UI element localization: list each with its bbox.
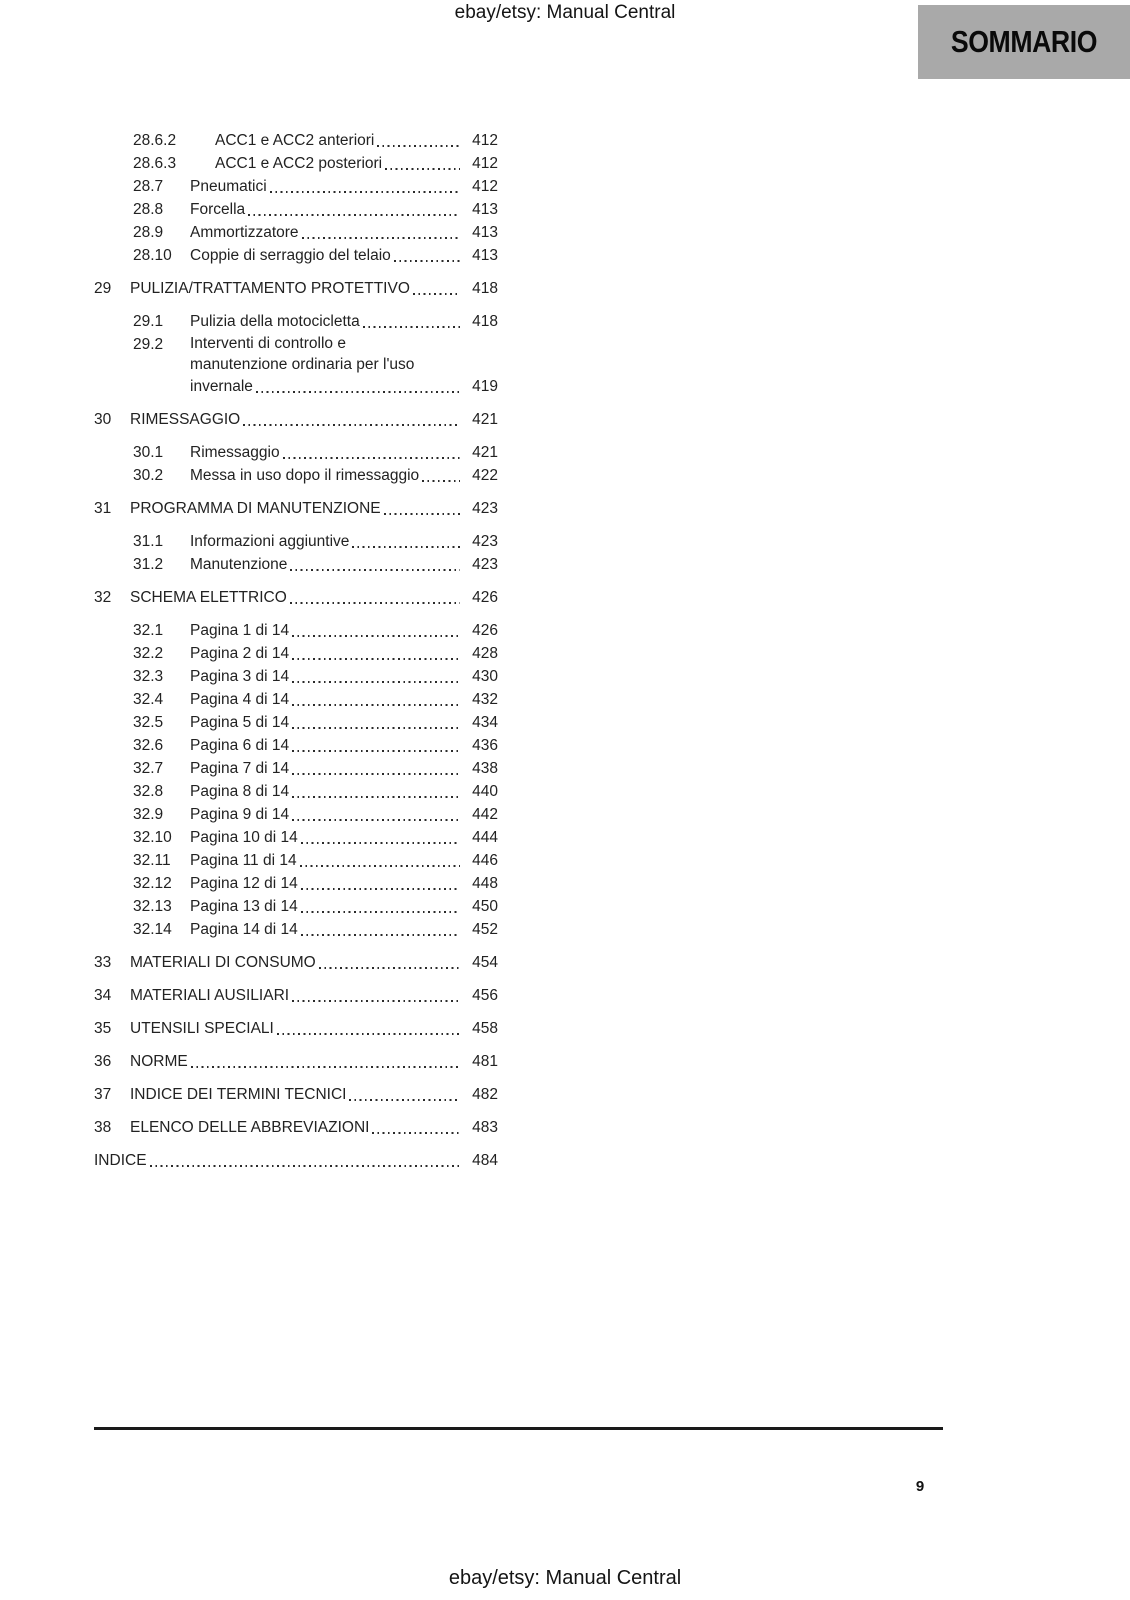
toc-entry-page: 412 [472,178,498,195]
dot-leader [385,168,460,170]
toc-entry-number: 32.10 [133,829,172,846]
dot-leader [319,967,460,969]
toc-entry-body [190,780,498,803]
toc-entry-line [215,129,498,152]
toc-entry-line [190,221,498,244]
footer-title: ebay/etsy: Manual Central [448,1567,682,1589]
toc-entry-title: Ammortizzatore [190,224,299,241]
toc-entry-number: 32.7 [133,760,164,777]
toc-entry [94,780,498,803]
toc-entry-page: 426 [472,589,498,606]
toc-entry-body [190,826,498,849]
toc-entry [94,333,498,398]
dot-leader [301,842,460,844]
dot-leader [302,237,460,239]
toc-entry-line [130,1116,498,1139]
dot-leader [372,1132,460,1134]
toc-entry-page: 482 [472,1086,498,1103]
toc-entry-title: Pagina 5 di 14 [190,714,290,731]
toc-entry [94,619,498,642]
toc-entry-title: NORME [130,1053,188,1070]
toc-entry-line [190,642,498,665]
toc-entry-line [94,1149,498,1172]
toc-entry-body [190,619,498,642]
toc-entry-number: 28.9 [133,224,164,241]
toc-entry [94,152,498,175]
dot-leader [300,865,460,867]
toc-entry-page: 412 [472,155,498,172]
toc-entry [94,872,498,895]
toc-entry-body [215,129,498,152]
toc-entry-page: 442 [472,806,498,823]
toc-entry-page: 422 [472,467,498,484]
toc-entry-title: Pagina 13 di 14 [190,898,298,915]
toc-entry-number: 32 [94,589,112,606]
toc-entry-number: 30.1 [133,444,164,461]
toc-entry-number: 35 [94,1020,112,1037]
toc-entry-page: 452 [472,921,498,938]
toc-entry [94,198,498,221]
toc-entry-page: 432 [472,691,498,708]
toc-entry-page: 456 [472,987,498,1004]
toc-entry-number: 30 [94,411,112,428]
toc-entry-number: 32.14 [133,921,172,938]
toc-entry-page: 458 [472,1020,498,1037]
toc-entry-page: 421 [472,444,498,461]
dot-leader [292,773,460,775]
toc-entry-page: 413 [472,247,498,264]
toc-entry-title: Pagina 10 di 14 [190,829,298,846]
toc-entry-number: 31 [94,500,112,517]
toc-entry [94,586,498,609]
toc-entry-line [130,277,498,300]
toc-entry [94,984,498,1007]
toc-entry-body [130,586,498,609]
footer-rule [94,1427,943,1430]
dot-leader [290,569,460,571]
toc-entry [94,129,498,152]
toc-entry [94,553,498,576]
toc-entry-title: Pagina 9 di 14 [190,806,290,823]
dot-leader [352,546,460,548]
toc-entry-line [190,375,498,398]
toc-entry-title: Pagina 7 di 14 [190,760,290,777]
toc-entry-page: 423 [472,556,498,573]
toc-entry-number: 28.8 [133,201,164,218]
toc-entry [94,711,498,734]
toc-entry-title: PULIZIA/TRATTAMENTO PROTETTIVO [130,280,410,297]
toc-entry [94,895,498,918]
toc-entry-body [190,175,498,198]
toc-entry-title: MATERIALI DI CONSUMO [130,954,316,971]
dot-leader [292,750,460,752]
sommario-tab-label: SOMMARIO [950,24,1098,59]
toc-entry-page: 413 [472,224,498,241]
toc-entry-title: MATERIALI AUSILIARI [130,987,290,1004]
toc-entry-body [130,408,498,431]
toc-entry-line [190,872,498,895]
toc-entry [94,826,498,849]
toc-entry-body [190,665,498,688]
toc-entry-number: 34 [94,987,112,1004]
toc-entry-title: Pagina 11 di 14 [190,852,297,869]
toc-entry-title: Pagina 6 di 14 [190,737,290,754]
toc-entry [94,1149,498,1172]
toc-entry-page: 430 [472,668,498,685]
dot-leader [292,796,460,798]
toc-entry-line [190,619,498,642]
dot-leader [413,293,460,295]
toc-entry-line [190,310,498,333]
toc-entry-number: 32.4 [133,691,164,708]
toc-entry-page: 454 [472,954,498,971]
toc-entry [94,849,498,872]
toc-entry-page: 419 [472,378,498,395]
toc-entry-title: Coppie di serraggio del telaio [190,247,391,264]
toc-entry [94,803,498,826]
toc-entry-body [190,441,498,464]
toc-entry-title: Pulizia della motocicletta [190,313,360,330]
toc-entry [94,497,498,520]
toc-entry-body [190,244,498,267]
toc-entry-body [130,1017,498,1040]
toc-entry-line [190,175,498,198]
toc-entry-body [190,464,498,487]
toc-entry [94,757,498,780]
toc-entry-number: 32.8 [133,783,164,800]
toc-entry-body [130,497,498,520]
dot-leader [363,326,460,328]
toc-entry-line [190,734,498,757]
dot-leader [243,424,460,426]
toc-entry-number: 32.1 [133,622,164,639]
toc-entry-body [190,734,498,757]
toc-entry-page: 481 [472,1053,498,1070]
toc-entry-number: 33 [94,954,112,971]
toc-entry-line [190,918,498,941]
toc-entry-title-line: Interventi di controllo e [190,335,346,352]
toc-entry-number: 28.10 [133,247,172,264]
toc-entry [94,441,498,464]
toc-entry-page: 448 [472,875,498,892]
toc-entry-body [190,918,498,941]
dot-leader [283,457,460,459]
toc-entry-title: Pagina 4 di 14 [190,691,290,708]
toc-entry-number: 31.2 [133,556,164,573]
toc-entry-line [190,441,498,464]
dot-leader [292,658,460,660]
toc-entry-page: 483 [472,1119,498,1136]
sommario-tab [918,5,1130,79]
toc-entry-page: 484 [472,1152,498,1169]
toc-entry-page: 428 [472,645,498,662]
toc-entry-body [190,642,498,665]
toc-entry-title: SCHEMA ELETTRICO [130,589,287,606]
toc-entry [94,408,498,431]
toc-entry-body [190,849,498,872]
toc-entry [94,1017,498,1040]
toc-entry-body [190,310,498,333]
toc-entry-line [190,553,498,576]
toc-entry-page: 436 [472,737,498,754]
dot-leader [292,1000,460,1002]
toc-entry-number: 32.13 [133,898,172,915]
toc-entry-body [94,1149,498,1172]
dot-leader [290,602,460,604]
toc-entry-title: Manutenzione [190,556,288,573]
toc-entry-line [190,780,498,803]
dot-leader [384,513,460,515]
toc-entry-number: 32.6 [133,737,164,754]
toc-entry-title: Pagina 2 di 14 [190,645,290,662]
toc-entry-line [190,849,498,872]
toc-entry-number: 30.2 [133,467,164,484]
toc-entry-line [130,408,498,431]
toc-entry [94,1116,498,1139]
toc-entry-body [190,333,498,398]
toc-entry-page: 423 [472,500,498,517]
dot-leader [292,704,460,706]
toc-entry-line [190,895,498,918]
toc-entry-line [190,244,498,267]
toc-entry-page: 444 [472,829,498,846]
toc-entry-page: 418 [472,280,498,297]
toc-entry-number: 28.6.3 [133,155,177,172]
toc-entry-body [190,895,498,918]
toc-entry-title: INDICE [94,1152,147,1169]
toc-entry-line [190,803,498,826]
toc-entry-body [190,553,498,576]
toc-entry-body [190,872,498,895]
header-title: ebay/etsy: Manual Central [454,2,676,23]
toc-entry-page: 446 [472,852,498,869]
dot-leader [150,1165,460,1167]
toc-entry-line [130,1017,498,1040]
toc-entry [94,951,498,974]
toc-entry-title: Pagina 14 di 14 [190,921,298,938]
toc-entry [94,918,498,941]
toc-entry-number: 37 [94,1086,112,1103]
toc-entry-title: Messa in uso dopo il rimessaggio [190,467,420,484]
toc-entry-body [190,803,498,826]
toc-entry-page: 412 [472,132,498,149]
toc-entry-body [130,951,498,974]
toc-entry-number: 28.7 [133,178,164,195]
toc-entry-number: 31.1 [133,533,164,550]
toc-entry-body [130,1116,498,1139]
toc-entry-body [130,1050,498,1073]
toc-entry-page: 426 [472,622,498,639]
toc-entry [94,175,498,198]
toc-entry-line [190,665,498,688]
toc-entry-number: 32.12 [133,875,172,892]
toc-entry [94,310,498,333]
toc-entry [94,277,498,300]
toc-entry-body [190,688,498,711]
toc-entry-title: invernale [190,378,253,395]
toc-entry-page: 434 [472,714,498,731]
toc-entry-number: 32.2 [133,645,164,662]
toc-entry-title: Pagina 3 di 14 [190,668,290,685]
toc-entry-line [130,586,498,609]
toc-entry-page: 421 [472,411,498,428]
toc-entry-line [130,951,498,974]
toc-entry [94,665,498,688]
dot-leader [422,480,460,482]
toc-entry-title: Informazioni aggiuntive [190,533,350,550]
toc-entry-page: 418 [472,313,498,330]
toc-entry-number: 32.9 [133,806,164,823]
dot-leader [248,214,460,216]
toc-entry-number: 29 [94,280,112,297]
toc-entry-title: ACC1 e ACC2 posteriori [215,155,383,172]
toc-entry [94,1050,498,1073]
toc-entry-page: 438 [472,760,498,777]
toc-entry-page: 450 [472,898,498,915]
toc-entry [94,221,498,244]
toc-entry-title: Pneumatici [190,178,267,195]
toc-entry-title: Pagina 1 di 14 [190,622,290,639]
toc-entry-title-line: manutenzione ordinaria per l'uso [190,356,415,373]
toc-entry-body [190,530,498,553]
toc-entry-page: 423 [472,533,498,550]
toc-entry [94,1083,498,1106]
toc-entry-body [130,277,498,300]
toc-entry-line [215,152,498,175]
toc-entry-body [130,1083,498,1106]
toc-entry-line [190,530,498,553]
toc-entry-title: UTENSILI SPECIALI [130,1020,274,1037]
dot-leader [191,1066,460,1068]
toc-entry-line [130,497,498,520]
dot-leader [270,191,460,193]
toc-entry-line [130,984,498,1007]
dot-leader [277,1033,460,1035]
toc-entry [94,530,498,553]
toc-entry-line [130,1083,498,1106]
toc-entry-body [215,152,498,175]
toc-entry [94,642,498,665]
toc-entry-title: PROGRAMMA DI MANUTENZIONE [130,500,381,517]
toc-entry-line [130,1050,498,1073]
toc-entry-number: 32.3 [133,668,164,685]
dot-leader [292,819,460,821]
toc-entry-number: 36 [94,1053,112,1070]
toc-entry-line [190,826,498,849]
toc-list [94,129,498,1182]
toc-entry-title: Pagina 12 di 14 [190,875,298,892]
toc-entry-line [190,198,498,221]
dot-leader [394,260,460,262]
dot-leader [292,727,460,729]
dot-leader [292,681,460,683]
toc-entry-number: 29.2 [133,336,164,353]
dot-leader [349,1099,460,1101]
dot-leader [301,888,460,890]
toc-entry-body [130,984,498,1007]
toc-entry-body [190,221,498,244]
toc-entry-line [190,711,498,734]
toc-entry-title: INDICE DEI TERMINI TECNICI [130,1086,347,1103]
toc-entry-title: Pagina 8 di 14 [190,783,290,800]
toc-entry-title: ELENCO DELLE ABBREVIAZIONI [130,1119,370,1136]
toc-entry-body [190,757,498,780]
dot-leader [301,911,460,913]
toc-entry [94,244,498,267]
toc-entry-number: 32.11 [133,852,171,869]
toc-entry-number: 38 [94,1119,112,1136]
toc-entry-page: 440 [472,783,498,800]
page-number: 9 [915,1478,925,1495]
toc-entry-number: 29.1 [133,313,164,330]
toc-entry [94,688,498,711]
toc-entry-line [190,688,498,711]
toc-entry [94,464,498,487]
dot-leader [292,635,460,637]
toc-entry [94,734,498,757]
dot-leader [377,145,460,147]
toc-entry-page: 413 [472,201,498,218]
toc-entry-body [190,198,498,221]
toc-entry-title: Forcella [190,201,246,218]
dot-leader [256,391,460,393]
toc-entry-body [190,711,498,734]
toc-entry-line [190,464,498,487]
toc-entry-title: RIMESSAGGIO [130,411,241,428]
toc-entry-number: 28.6.2 [133,132,177,149]
toc-entry-line [190,757,498,780]
dot-leader [301,934,460,936]
toc-entry-number: 32.5 [133,714,164,731]
toc-entry-title: ACC1 e ACC2 anteriori [215,132,375,149]
toc-entry-title: Rimessaggio [190,444,280,461]
